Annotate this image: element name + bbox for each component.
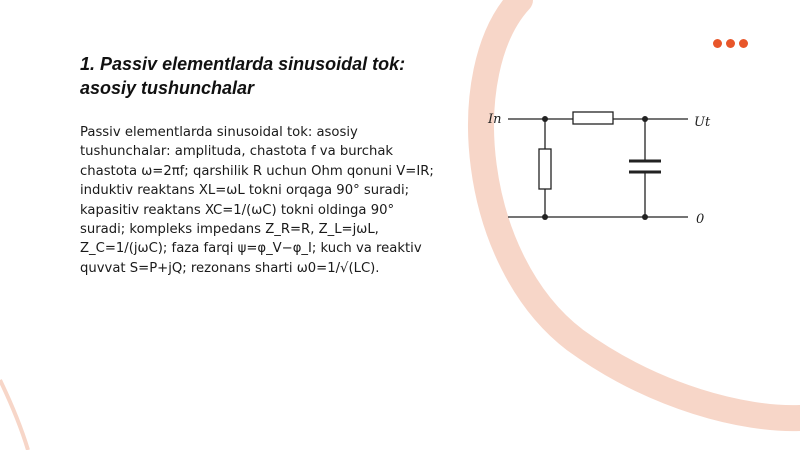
- dot-icon: [713, 39, 722, 48]
- circuit-diagram: [470, 95, 730, 235]
- series-resistor: [573, 112, 613, 124]
- slide-body-text: Passiv elementlarda sinusoidal tok: asosiy tushunchalar: amplituda, chastota f va burchak chastota ω=2πf; qarshilik R uchun Ohm qonuni V=IR; induktiv reaktans XL=ωL tokni orqaga 90° suradi; kapasitiv reaktans XC=1/(ωC) tokni oldinga 90° suradi; kompleks impedans Z_R=R, Z_L=jωL, Z_C=1/(jωC); faza farqi ψ=φ_V−φ_I; kuch va reaktiv quvvat S=P+jQ; rezonans sharti ω0=1/√(LC).: [80, 125, 434, 276]
- dot-icon: [726, 39, 735, 48]
- junction-dots: [542, 116, 648, 220]
- shunt-capacitor-branch: [629, 119, 661, 217]
- shunt-resistor-branch: [539, 119, 551, 217]
- slide-title: 1. Passiv elementlarda sinusoidal tok: asosiy tushunchalar: [80, 54, 406, 98]
- dot-icon: [739, 39, 748, 48]
- ground-label: 0: [696, 212, 705, 227]
- input-label: In: [488, 112, 502, 127]
- menu-dots-icon: [713, 39, 748, 48]
- output-label: Ut: [694, 115, 711, 130]
